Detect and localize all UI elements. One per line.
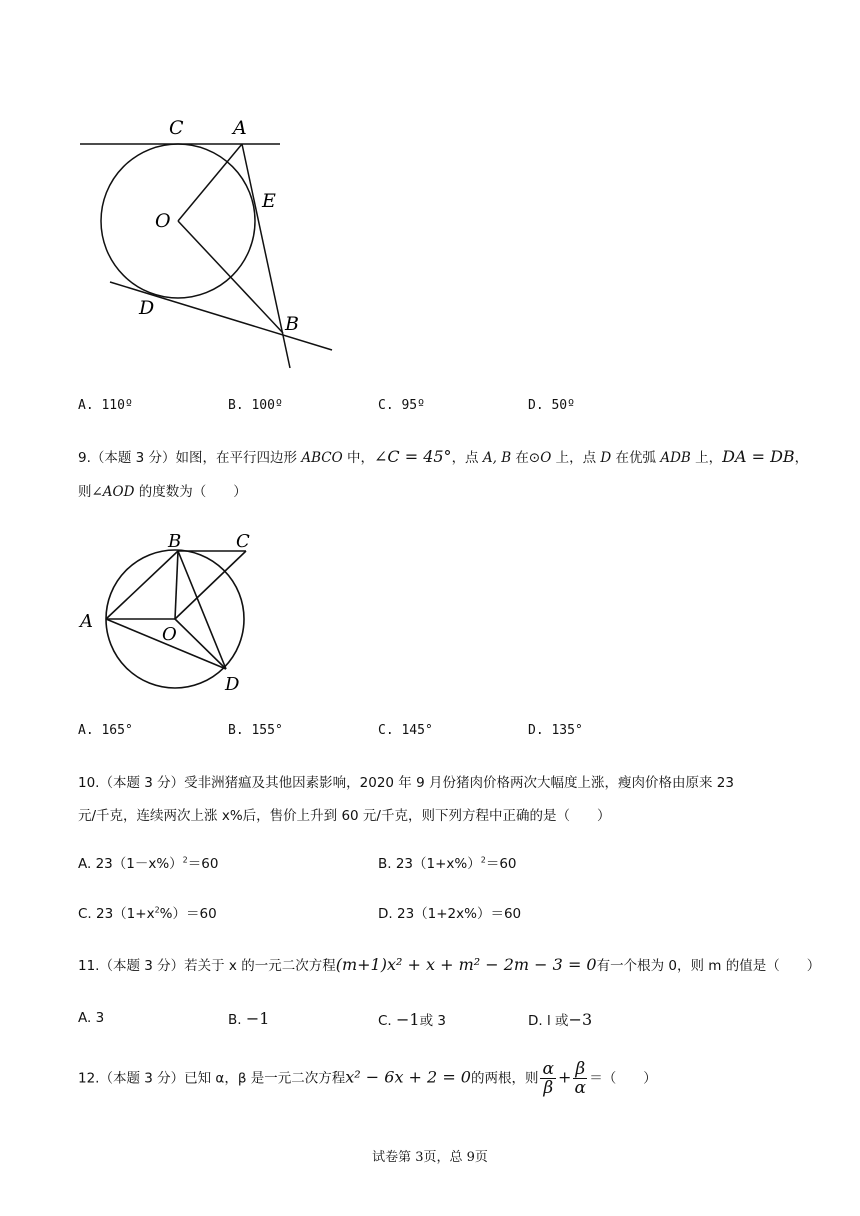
q9-segment-bo bbox=[175, 551, 178, 619]
q9-label-a: A bbox=[80, 611, 93, 632]
q12-fraction-alpha-over-beta: $\frac{\alpha}{\beta}$ bbox=[542, 1059, 554, 1098]
q9-option-d[interactable]: D. 135° bbox=[528, 723, 583, 738]
q9-option-c[interactable]: C. 145° bbox=[378, 723, 433, 738]
q8-label-e: E bbox=[262, 190, 276, 212]
q9-stem-line1: 9.（本题 3 分）如图，在平行四边形 ABCO 中，∠C = 45°，点 A, B 在⊙O 上，点 D 在优弧 ADB 上，DA = DB， bbox=[78, 447, 809, 466]
q10-stem-line1: 10.（本题 3 分）受非洲猪瘟及其他因素影响，2020 年 9 月份猪肉价格两次大幅度上涨，瘦肉价格由原来 23 bbox=[78, 775, 734, 791]
q11-stem: 11.（本题 3 分）若关于 x 的一元二次方程(m+1)x² + x + m² − 2m − 3 = 0有一个根为 0，则 m 的值是（ ） bbox=[78, 955, 821, 974]
q12-stem: 12.（本题 3 分）已知 α，β 是一元二次方程x² − 6x + 2 = 0的两根，则 $\frac{\alpha}{\beta}$ + $\frac{\beta}{\alpha}$ ＝（ ） bbox=[78, 1059, 657, 1098]
q11-option-c[interactable]: C. −1或 3 bbox=[378, 1010, 446, 1029]
q8-option-d[interactable]: D. 50º bbox=[528, 398, 575, 413]
q9-option-a[interactable]: A. 165° bbox=[78, 723, 133, 738]
q8-label-c: C bbox=[169, 117, 184, 139]
q10-option-d[interactable]: D. 23（1+2x%）＝60 bbox=[378, 906, 522, 922]
q9-label-o: O bbox=[162, 624, 177, 645]
q11-equation: (m+1)x² + x + m² − 2m − 3 = 0 bbox=[335, 955, 597, 974]
q9-label-b: B bbox=[168, 531, 182, 552]
q9-label-c: C bbox=[236, 531, 250, 552]
page-footer: 试卷第 3页，总 9页 bbox=[372, 1150, 488, 1165]
q11-option-b[interactable]: B. −1 bbox=[228, 1009, 270, 1028]
q8-label-o: O bbox=[155, 210, 171, 232]
q10-option-c[interactable]: C. $23(1+x^2\%)=60$ bbox=[78, 905, 217, 922]
q10-option-b[interactable]: B. $23(1+x\%)^2=60$ bbox=[378, 855, 517, 872]
q8-option-b[interactable]: B. 100º bbox=[228, 398, 283, 413]
q8-label-b: B bbox=[285, 313, 299, 335]
q8-segment-oa bbox=[178, 144, 242, 221]
q11-option-d[interactable]: D. l 或−3 bbox=[528, 1010, 593, 1029]
q9-segment-od bbox=[175, 619, 226, 669]
q8-figure bbox=[70, 110, 350, 380]
q11-option-a[interactable]: A. 3 bbox=[78, 1010, 105, 1026]
q10-stem-line2: 元/千克，连续两次上涨 x%后，售价上升到 60 元/千克，则下列方程中正确的是（ ） bbox=[78, 808, 611, 824]
q9-option-b[interactable]: B. 155° bbox=[228, 723, 283, 738]
q9-label-d: D bbox=[225, 674, 240, 695]
q9-figure bbox=[75, 525, 265, 700]
q12-fraction-beta-over-alpha: $\frac{\beta}{\alpha}$ bbox=[574, 1059, 587, 1098]
q8-segment-ob bbox=[178, 221, 283, 333]
q8-label-a: A bbox=[233, 117, 247, 139]
q12-equation: x² − 6x + 2 = 0 bbox=[345, 1067, 471, 1087]
q8-label-d: D bbox=[139, 297, 155, 319]
q10-option-a[interactable]: A. $23(1-x\%)^2=60$ bbox=[78, 855, 219, 872]
q9-stem-line2: 则∠AOD 的度数为（ ） bbox=[78, 484, 247, 500]
q8-option-a[interactable]: A. 110º bbox=[78, 398, 133, 413]
q8-option-c[interactable]: C. 95º bbox=[378, 398, 425, 413]
q9-segment-ab bbox=[106, 551, 178, 619]
